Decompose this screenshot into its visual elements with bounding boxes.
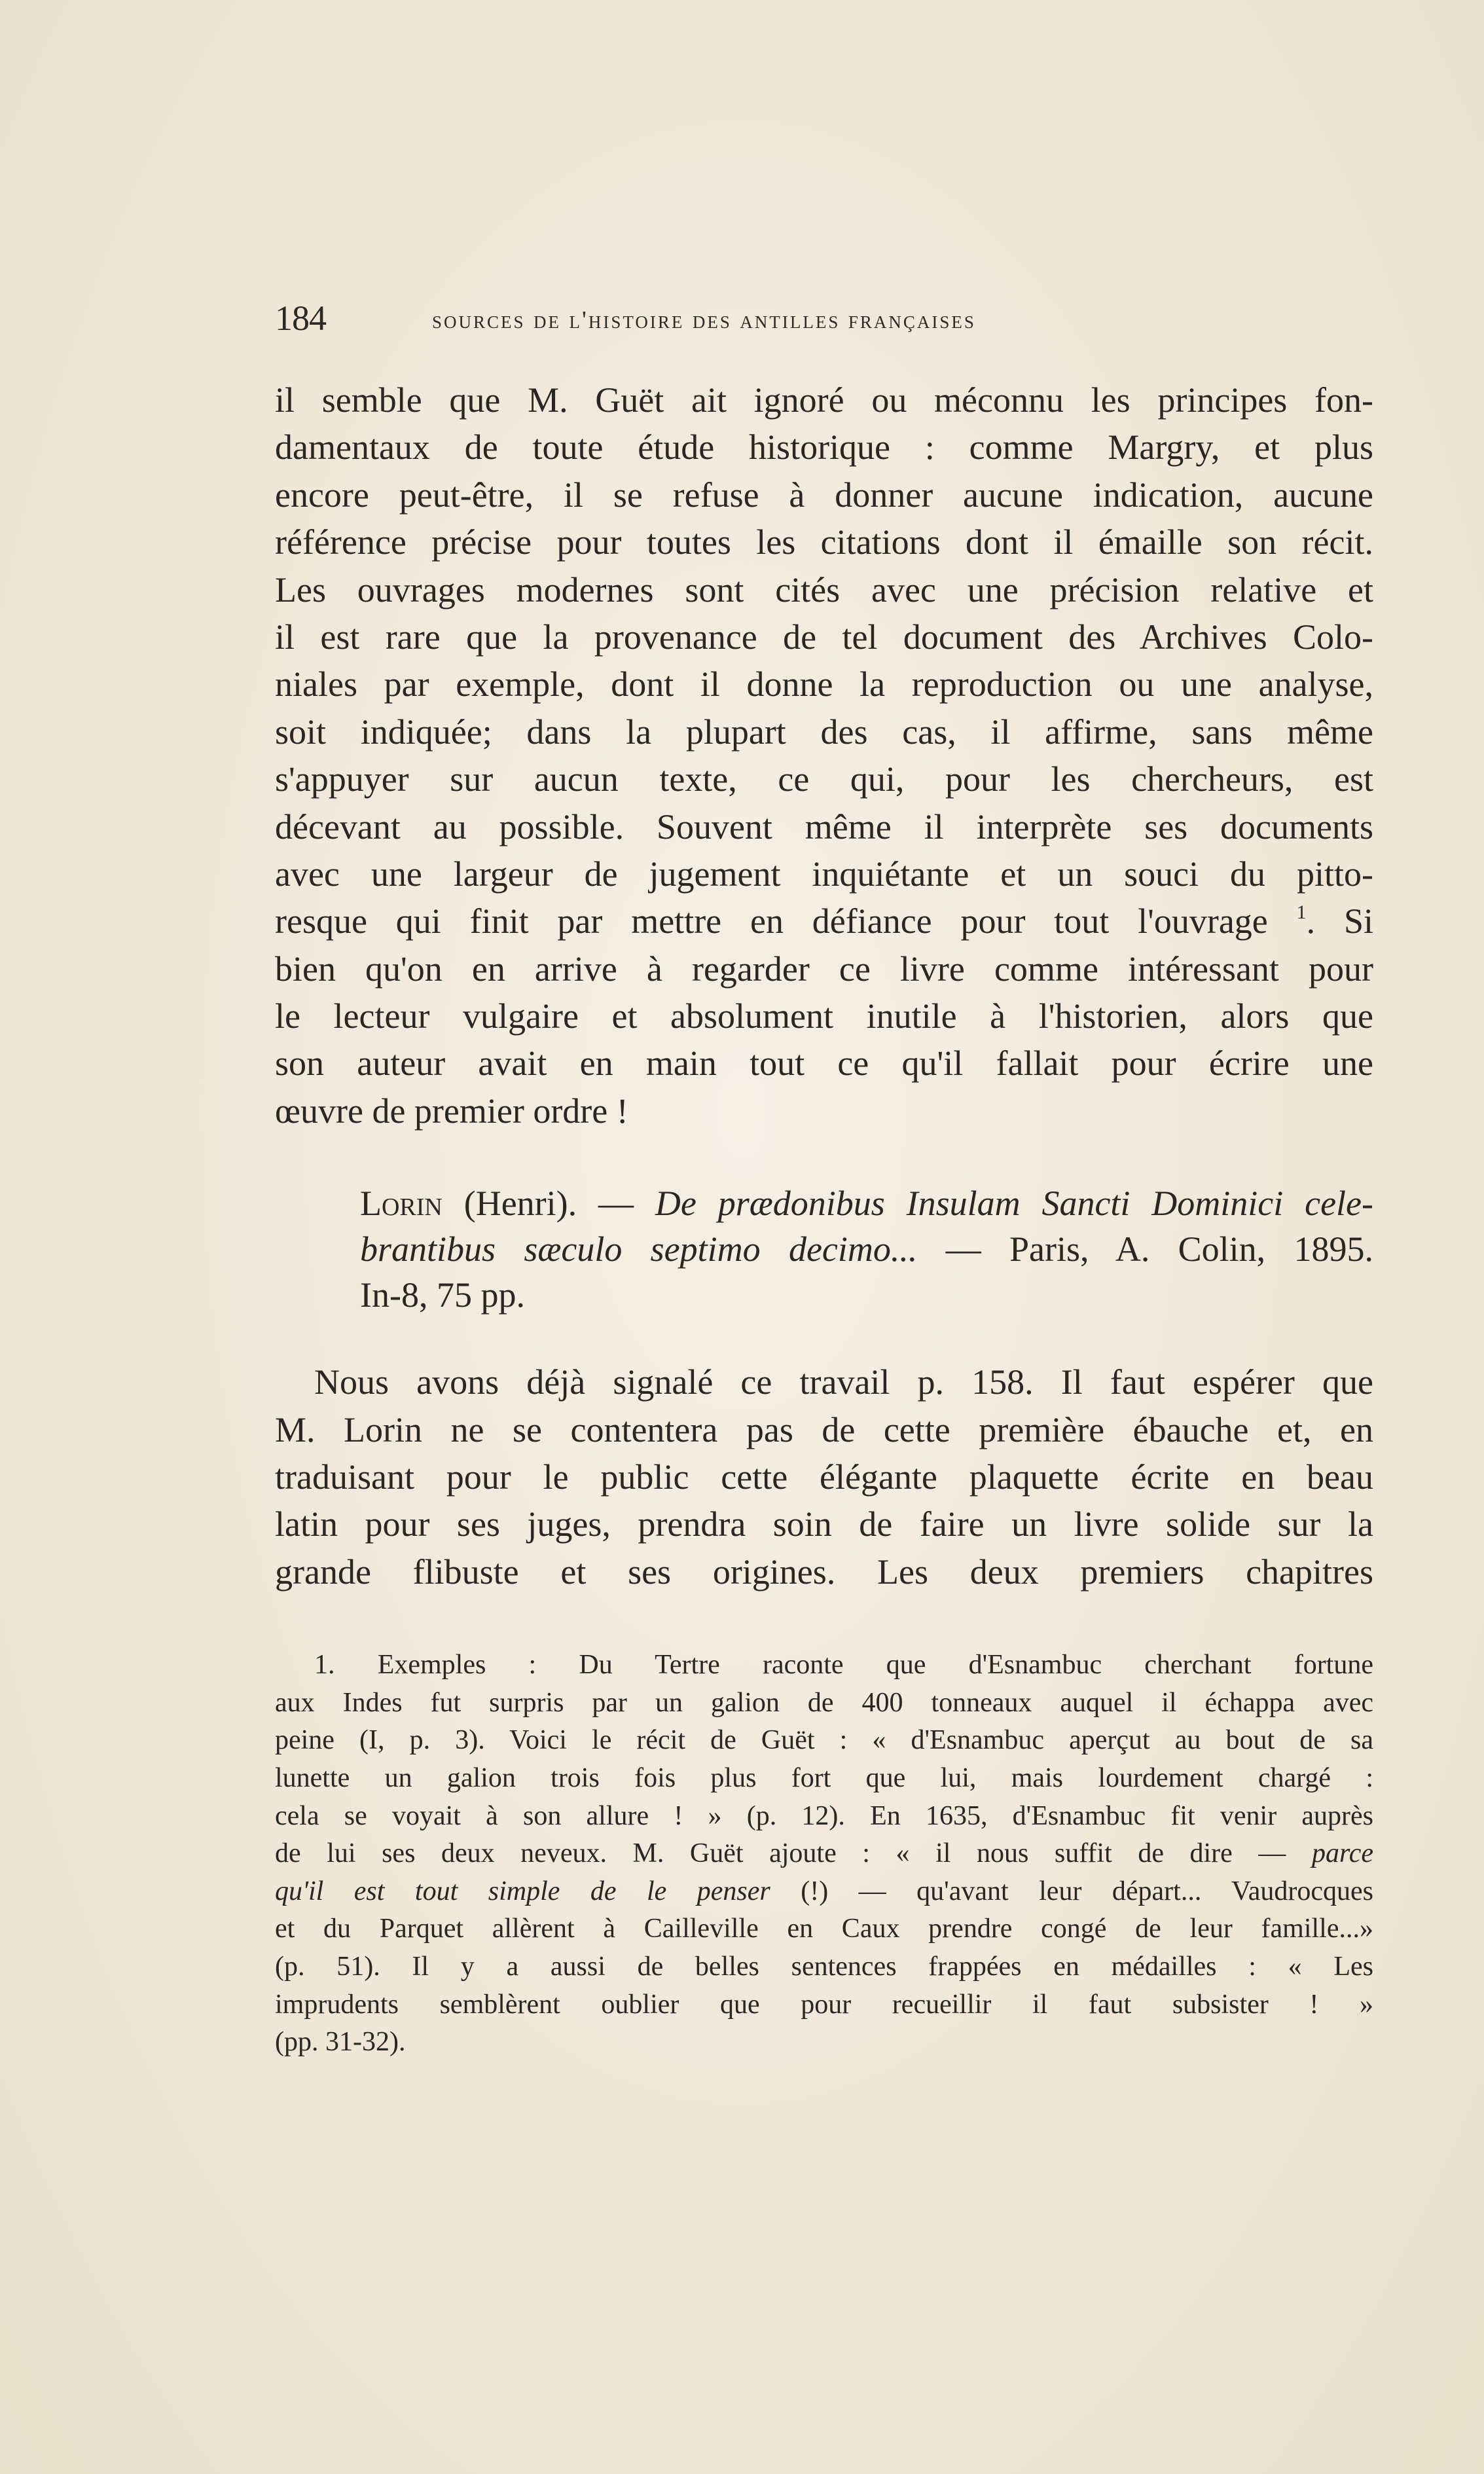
text-line: soit indiquée; dans la plupart des cas, il affirme, sans même: [275, 712, 1373, 752]
text-line-content: resque qui finit par mettre en défiance pour tout l'ouvrage: [275, 901, 1268, 941]
author-surname: Lorin: [360, 1184, 443, 1224]
publication-info: — Paris, A. Colin, 1895.: [917, 1229, 1373, 1269]
author-given: (Henri).: [463, 1184, 577, 1224]
text-line: son auteur avait en main tout ce qu'il fallait pour écrire une: [275, 1044, 1373, 1083]
footnote-line: [275, 1835, 1373, 1873]
footnote-italic: qu'il est tout simple de le penser: [275, 1876, 770, 1906]
text-line: le lecteur vulgaire et absolument inutile à l'historien, alors que: [275, 996, 1373, 1036]
footnote-line: et du Parquet allèrent à Cailleville en Caux prendre congé de leur famille...»: [275, 1914, 1373, 1944]
footnote-line: lunette un galion trois fois plus fort que lui, mais lourdement chargé :: [275, 1762, 1373, 1793]
page-number: 184: [275, 299, 326, 338]
footnote-line: [275, 1873, 1373, 1911]
text-line: encore peut-être, il se refuse à donner aucune indication, aucune: [275, 475, 1373, 515]
work-title-part-2: brantibus sæculo septimo decimo...: [360, 1229, 918, 1269]
footnote-line-content: de lui ses deux neveux. M. Guët ajoute : « il nous suffit de dire —: [275, 1838, 1286, 1869]
footnote-line: (p. 51). Il y a aussi de belles sentences frappées en médailles : « Les: [275, 1951, 1373, 1982]
text-line-tail: . Si: [1306, 901, 1373, 941]
text-line: s'appuyer sur aucun texte, ce qui, pour les chercheurs, est: [275, 759, 1373, 799]
footnote-line-content: (!) — qu'avant leur départ... Vaudrocques: [770, 1876, 1373, 1906]
text-line: il semble que M. Guët ait ignoré ou méconnu les principes fon-: [275, 380, 1373, 420]
text-line: œuvre de premier ordre !: [275, 1091, 628, 1131]
footnote-italic: parce: [1311, 1838, 1374, 1869]
text-line: décevant au possible. Souvent même il interprète ses documents: [275, 807, 1373, 846]
text-line: bien qu'on en arrive à regarder ce livre comme intéressant pour: [275, 949, 1373, 989]
entry-line-2: [360, 1226, 1373, 1272]
text-line: latin pour ses juges, prendra soin de faire un livre solide sur la: [275, 1504, 1373, 1544]
text-line: avec une largeur de jugement inquiétante et un souci du pitto-: [275, 854, 1373, 894]
text-line: traduisant pour le public cette élégante plaquette écrite en beau: [275, 1457, 1373, 1497]
text-line: niales par exemple, dont il donne la reproduction ou une analyse,: [275, 664, 1373, 704]
text-line: grande flibuste et ses origines. Les deux premiers chapitres: [275, 1552, 1373, 1592]
bibliographic-entry: [360, 1180, 1373, 1318]
running-head: [275, 298, 1373, 350]
footnote-line: (pp. 31-32).: [275, 2027, 406, 2058]
book-page: [275, 298, 1373, 2062]
footnote-1: [275, 1646, 1373, 2062]
text-line: référence précise pour toutes les citations dont il émaille son récit.: [275, 522, 1373, 562]
body-paragraph-1: [275, 376, 1373, 1135]
footnote-line: peine (I, p. 3). Voici le récit de Guët : « d'Esnambuc aperçut au bout de sa: [275, 1725, 1373, 1756]
work-title-part-1: De prædonibus Insulam Sancti Dominici cele-: [655, 1184, 1373, 1224]
footnote-line: cela se voyait à son allure ! » (p. 12). En 1635, d'Esnambuc fit venir auprès: [275, 1800, 1373, 1831]
text-line: damentaux de toute étude historique : comme Margry, et plus: [275, 427, 1373, 467]
text-line: il est rare que la provenance de tel document des Archives Colo-: [275, 617, 1373, 657]
running-title: sources de l'histoire des antilles françaises: [432, 306, 976, 334]
entry-dash: —: [577, 1184, 655, 1224]
footnote-line: aux Indes fut surpris par un galion de 400 tonneaux auquel il échappa avec: [275, 1687, 1373, 1718]
footnote-reference[interactable]: 1: [1296, 901, 1307, 924]
footnote-line: imprudents semblèrent oublier que pour recueillir il faut subsister ! »: [275, 1989, 1373, 2020]
footnote-line: 1. Exemples : Du Tertre raconte que d'Esnambuc cherchant fortune: [314, 1650, 1373, 1681]
text-line: M. Lorin ne se contentera pas de cette première ébauche et, en: [275, 1410, 1373, 1449]
text-line: Les ouvrages modernes sont cités avec une précision relative et: [275, 570, 1373, 609]
entry-line-1: [360, 1180, 1373, 1226]
body-paragraph-2: [275, 1358, 1373, 1595]
text-line: Nous avons déjà signalé ce travail p. 158. Il faut espérer que: [314, 1362, 1373, 1402]
entry-line-3: In-8, 75 pp.: [360, 1275, 525, 1315]
text-line-with-footnote: [275, 898, 1373, 945]
